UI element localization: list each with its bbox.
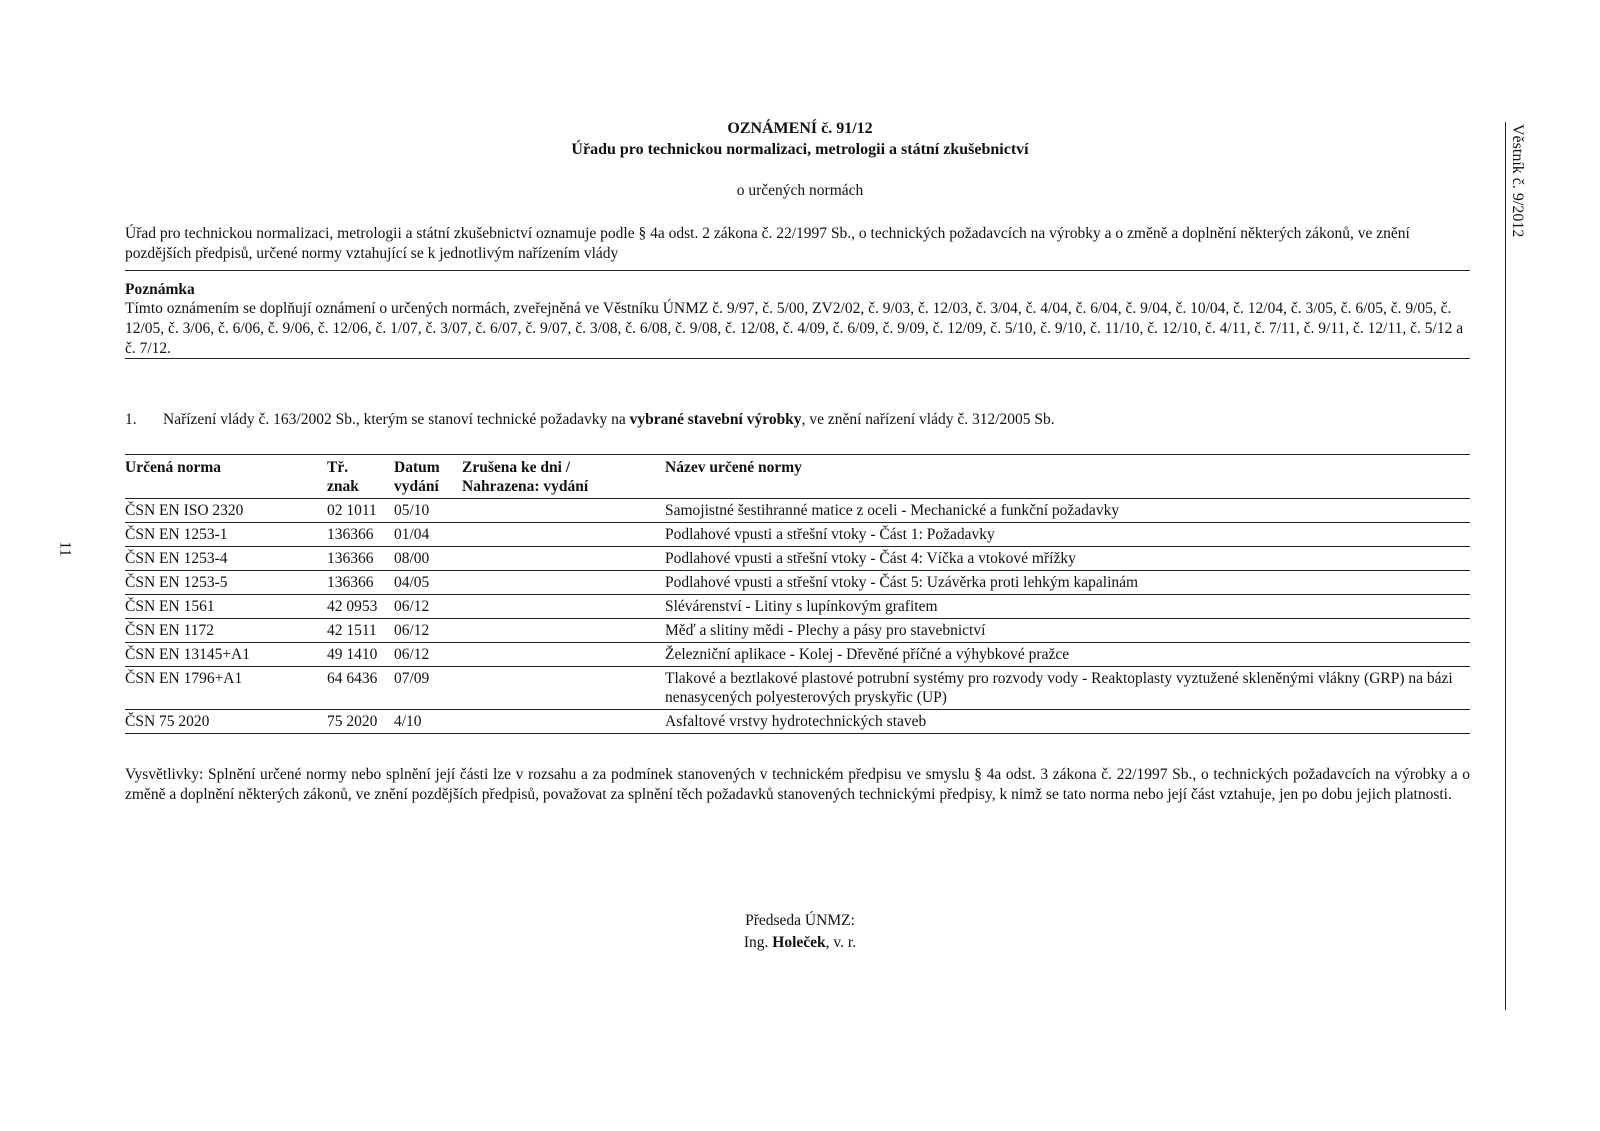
signature-name: Holeček <box>772 934 826 951</box>
table-row <box>125 571 1470 595</box>
journal-issue-label: Věstník č. 9/2012 <box>1509 124 1526 238</box>
note-text: Tímto oznámením se doplňují oznámení o určených normách, zveřejněná ve Věstníku ÚNMZ č. 9/97, č. 5/00, ZV2/02, č. 9/03, č. 12/03, č. 3/04, č. 4/04, č. 6/04, č. 9/04, č. 10/04, č. 12/04, č. 3/05, č. 6/05, č. 9/05, č. 12/05, č. 3/06, č. 6/06, č. 9/06, č. 12/06, č. 1/07, č. 3/07, č. 6/07, č. 9/07, č. 3/08, č. 6/08, č. 9/08, č. 12/08, č. 4/09, č. 6/09, č. 9/09, č. 12/09, č. 5/10, č. 9/10, č. 11/10, č. 12/10, č. 4/11, č. 7/11, č. 9/11, č. 12/11, č. 5/12 a č. 7/12. <box>125 300 1464 357</box>
norms-table <box>125 454 1470 734</box>
signature-line <box>0 932 1600 954</box>
cell-class: 136366 <box>327 547 394 571</box>
cell-cancelled <box>462 523 665 547</box>
side-margin-rule <box>1505 122 1506 1010</box>
section-number: 1. <box>125 411 137 428</box>
cell-name: Samojistné šestihranné matice z oceli - Mechanické a funkční požadavky <box>665 499 1470 523</box>
table-row <box>125 595 1470 619</box>
cell-norm: ČSN EN 1561 <box>125 595 327 619</box>
cell-norm: ČSN EN 1172 <box>125 619 327 643</box>
cell-class: 64 6436 <box>327 667 394 710</box>
note-top-rule <box>125 270 1470 271</box>
cell-date: 08/00 <box>394 547 462 571</box>
cell-cancelled <box>462 643 665 667</box>
table-row <box>125 499 1470 523</box>
cell-date: 05/10 <box>394 499 462 523</box>
signature-role: Předseda ÚNMZ: <box>745 912 855 929</box>
cell-norm: ČSN EN 1796+A1 <box>125 667 327 710</box>
cell-class: 49 1410 <box>327 643 394 667</box>
section-text-after: , ve znění nařízení vlády č. 312/2005 Sb. <box>801 411 1055 428</box>
header-date-line2: vydání <box>394 478 439 495</box>
header-date-line1: Datum <box>394 459 440 476</box>
cell-date: 4/10 <box>394 710 462 734</box>
header-class <box>327 455 394 499</box>
header-cancelled-line1: Zrušena ke dni / <box>462 459 571 476</box>
cell-name: Slévárenství - Litiny s lupínkovým grafitem <box>665 595 1470 619</box>
cell-norm: ČSN EN 1253-4 <box>125 547 327 571</box>
cell-name: Podlahové vpusti a střešní vtoky - Část 5: Uzávěrka proti lehkým kapalinám <box>665 571 1470 595</box>
header-cancelled-line2: Nahrazena: vydání <box>462 478 589 495</box>
cell-name: Podlahové vpusti a střešní vtoky - Část 1: Požadavky <box>665 523 1470 547</box>
section-heading <box>125 411 1055 429</box>
cell-class: 02 1011 <box>327 499 394 523</box>
signature-suffix: , v. r. <box>825 934 857 951</box>
cell-date: 04/05 <box>394 571 462 595</box>
section-text-before: Nařízení vlády č. 163/2002 Sb., kterým se stanoví technické požadavky na <box>163 411 630 428</box>
note-title: Poznámka <box>125 281 195 298</box>
table-row <box>125 710 1470 734</box>
table-row <box>125 619 1470 643</box>
table-header-row <box>125 455 1470 499</box>
explanation-paragraph: Vysvětlivky: Splnění určené normy nebo splnění její části lze v rozsahu a za podmínek stanovených v technickém předpisu ve smyslu § 4a odst. 3 zákona č. 22/1997 Sb., o technických požadavcích na výrobky a o změně a doplnění některých zákonů, ve znění pozdějších předpisů, považovat za splnění těch požadavků stanovených technickými předpisy, k nimž se tato norma nebo její část vztahuje, jen po dobu jejich platnosti. <box>125 766 1470 803</box>
cell-cancelled <box>462 619 665 643</box>
cell-cancelled <box>462 710 665 734</box>
cell-date: 07/09 <box>394 667 462 710</box>
cell-norm: ČSN EN ISO 2320 <box>125 499 327 523</box>
cell-norm: ČSN 75 2020 <box>125 710 327 734</box>
cell-cancelled <box>462 571 665 595</box>
cell-date: 06/12 <box>394 643 462 667</box>
cell-name: Měď a slitiny mědi - Plechy a pásy pro stavebnictví <box>665 619 1470 643</box>
announcement-title: OZNÁMENÍ č. 91/12 <box>727 120 873 137</box>
header-name: Název určené normy <box>665 455 1470 499</box>
cell-cancelled <box>462 547 665 571</box>
cell-norm: ČSN EN 1253-5 <box>125 571 327 595</box>
announcement-issuer: Úřadu pro technickou normalizaci, metrologii a státní zkušebnictví <box>571 141 1029 158</box>
cell-cancelled <box>462 499 665 523</box>
announcement-topic: o určených normách <box>736 182 864 199</box>
header-cancelled <box>462 455 665 499</box>
cell-name: Tlakové a beztlakové plastové potrubní systémy pro rozvody vody - Reaktoplasty vyztužené skleněnými vlákny (GRP) na bázi nenasycených polyesterových pryskyřic (UP) <box>665 667 1470 710</box>
cell-class: 136366 <box>327 523 394 547</box>
table-row <box>125 643 1470 667</box>
cell-date: 06/12 <box>394 619 462 643</box>
cell-norm: ČSN EN 13145+A1 <box>125 643 327 667</box>
cell-class: 136366 <box>327 571 394 595</box>
table-row <box>125 523 1470 547</box>
cell-class: 75 2020 <box>327 710 394 734</box>
cell-date: 06/12 <box>394 595 462 619</box>
cell-date: 01/04 <box>394 523 462 547</box>
header-date <box>394 455 462 499</box>
cell-cancelled <box>462 667 665 710</box>
header-class-line2: znak <box>327 478 359 495</box>
table-row <box>125 547 1470 571</box>
cell-class: 42 0953 <box>327 595 394 619</box>
cell-name: Železniční aplikace - Kolej - Dřevěné příčné a výhybkové pražce <box>665 643 1470 667</box>
signature-prefix: Ing. <box>743 934 773 951</box>
cell-name: Asfaltové vrstvy hydrotechnických staveb <box>665 710 1470 734</box>
note-bottom-rule <box>125 358 1470 359</box>
cell-name: Podlahové vpusti a střešní vtoky - Část 4: Víčka a vtokové mřížky <box>665 547 1470 571</box>
page-number: 11 <box>56 541 74 557</box>
cell-norm: ČSN EN 1253-1 <box>125 523 327 547</box>
intro-paragraph: Úřad pro technickou normalizaci, metrologii a státní zkušebnictví oznamuje podle § 4a odst. 2 zákona č. 22/1997 Sb., o technických požadavcích na výrobky a o změně a doplnění některých zákonů, ve znění pozdějších předpisů, určené normy vztahující se k jednotlivým nařízením vlády <box>125 225 1410 262</box>
header-class-line1: Tř. <box>327 459 349 476</box>
header-norm: Určená norma <box>125 455 327 499</box>
table-row <box>125 667 1470 710</box>
cell-class: 42 1511 <box>327 619 394 643</box>
cell-cancelled <box>462 595 665 619</box>
section-text-bold: vybrané stavební výrobky <box>629 411 802 428</box>
